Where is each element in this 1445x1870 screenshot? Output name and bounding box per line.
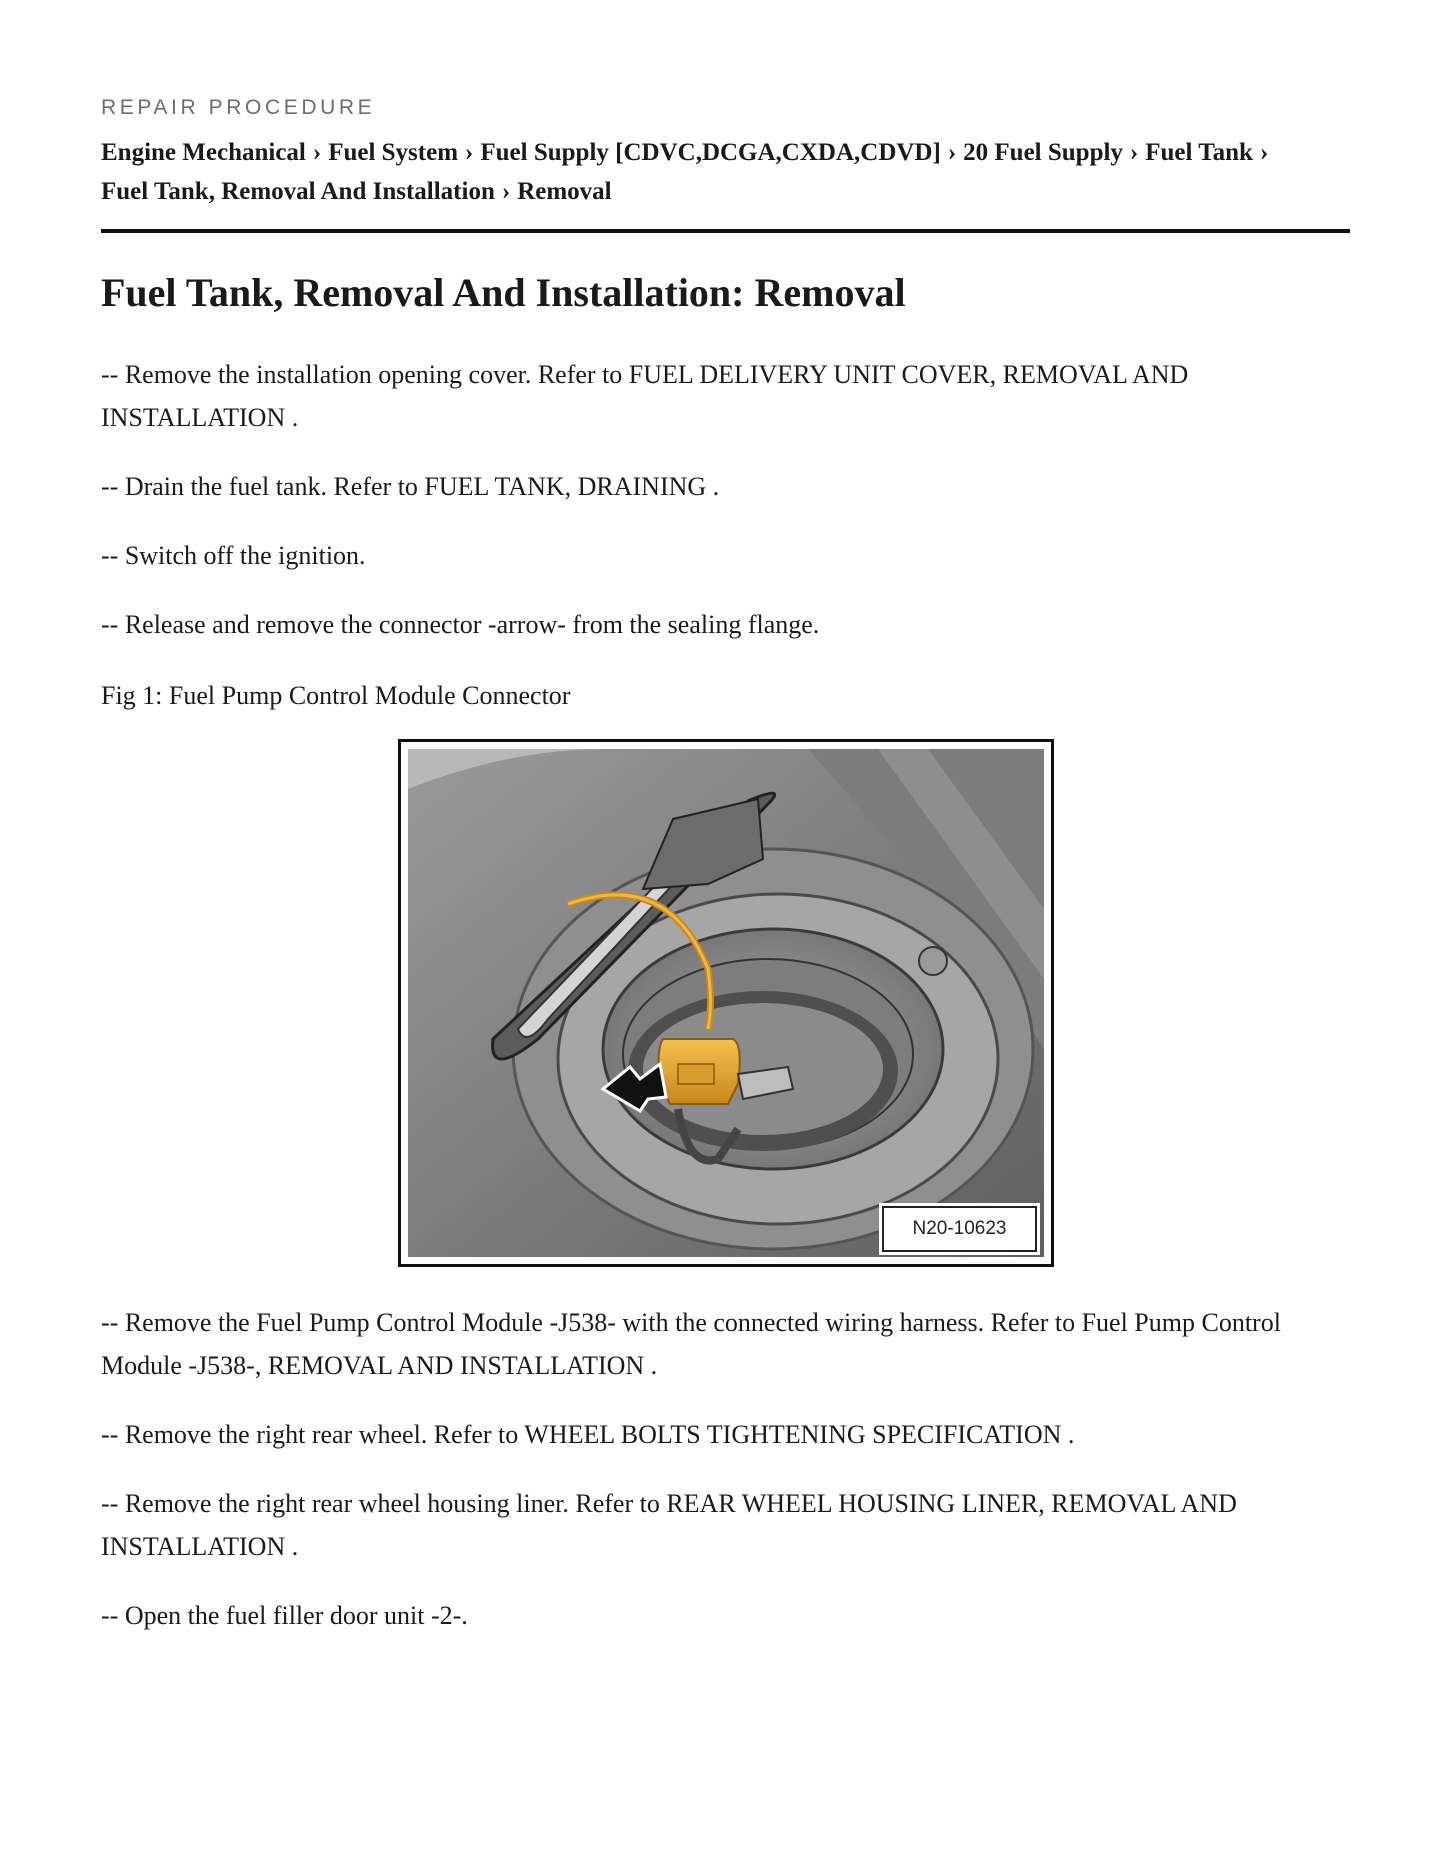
breadcrumb-item[interactable]: Fuel Tank [1145,139,1253,166]
header-divider [101,229,1350,233]
breadcrumb-separator: › [1129,139,1139,166]
procedure-step: -- Release and remove the connector -arrow- from the sealing flange. [101,610,820,639]
breadcrumb-item[interactable]: Fuel Supply [CDVC,DCGA,CXDA,CDVD] [480,139,941,166]
procedure-step: -- Remove the installation opening cover. Refer to FUEL DELIVERY UNIT COVER, REMOVAL AND INSTALLATION . [101,360,1189,432]
breadcrumb-separator: › [947,139,957,166]
figure-id-label: N20-10623 [882,1206,1037,1252]
procedure-step: -- Remove the right rear wheel. Refer to WHEEL BOLTS TIGHTENING SPECIFICATION . [101,1420,1075,1449]
document-page [101,96,1350,1637]
breadcrumb-separator: › [312,139,322,166]
breadcrumb-separator: › [465,139,474,166]
breadcrumb-item-current: Removal [517,178,612,205]
procedure-step: -- Switch off the ignition. [101,541,366,570]
breadcrumb-item[interactable]: 20 Fuel Supply [963,139,1123,166]
procedure-step: -- Remove the Fuel Pump Control Module -J538- with the connected wiring harness. Refer to Fuel Pump Control Module -J538-, REMOVAL AND INSTALLATION . [101,1308,1281,1380]
procedure-step: -- Remove the right rear wheel housing liner. Refer to REAR WHEEL HOUSING LINER, REMOVAL AND INSTALLATION . [101,1489,1237,1561]
breadcrumb-separator: › [1259,139,1269,166]
procedure-step: -- Open the fuel filler door unit -2-. [101,1601,468,1630]
section-label: REPAIR PROCEDURE [101,96,376,119]
breadcrumb-separator: › [501,178,511,205]
breadcrumb [101,133,1350,211]
fuel-pump-illustration [408,749,1044,1257]
breadcrumb-item[interactable]: Engine Mechanical [101,139,306,166]
procedure-step: -- Drain the fuel tank. Refer to FUEL TANK, DRAINING . [101,472,720,501]
page-title: Fuel Tank, Removal And Installation: Removal [101,270,906,315]
breadcrumb-item[interactable]: Fuel System [328,139,459,166]
figure-caption: Fig 1: Fuel Pump Control Module Connector [101,681,571,710]
breadcrumb-item[interactable]: Fuel Tank, Removal And Installation [101,178,495,205]
figure-fuel-pump-connector [398,739,1054,1267]
